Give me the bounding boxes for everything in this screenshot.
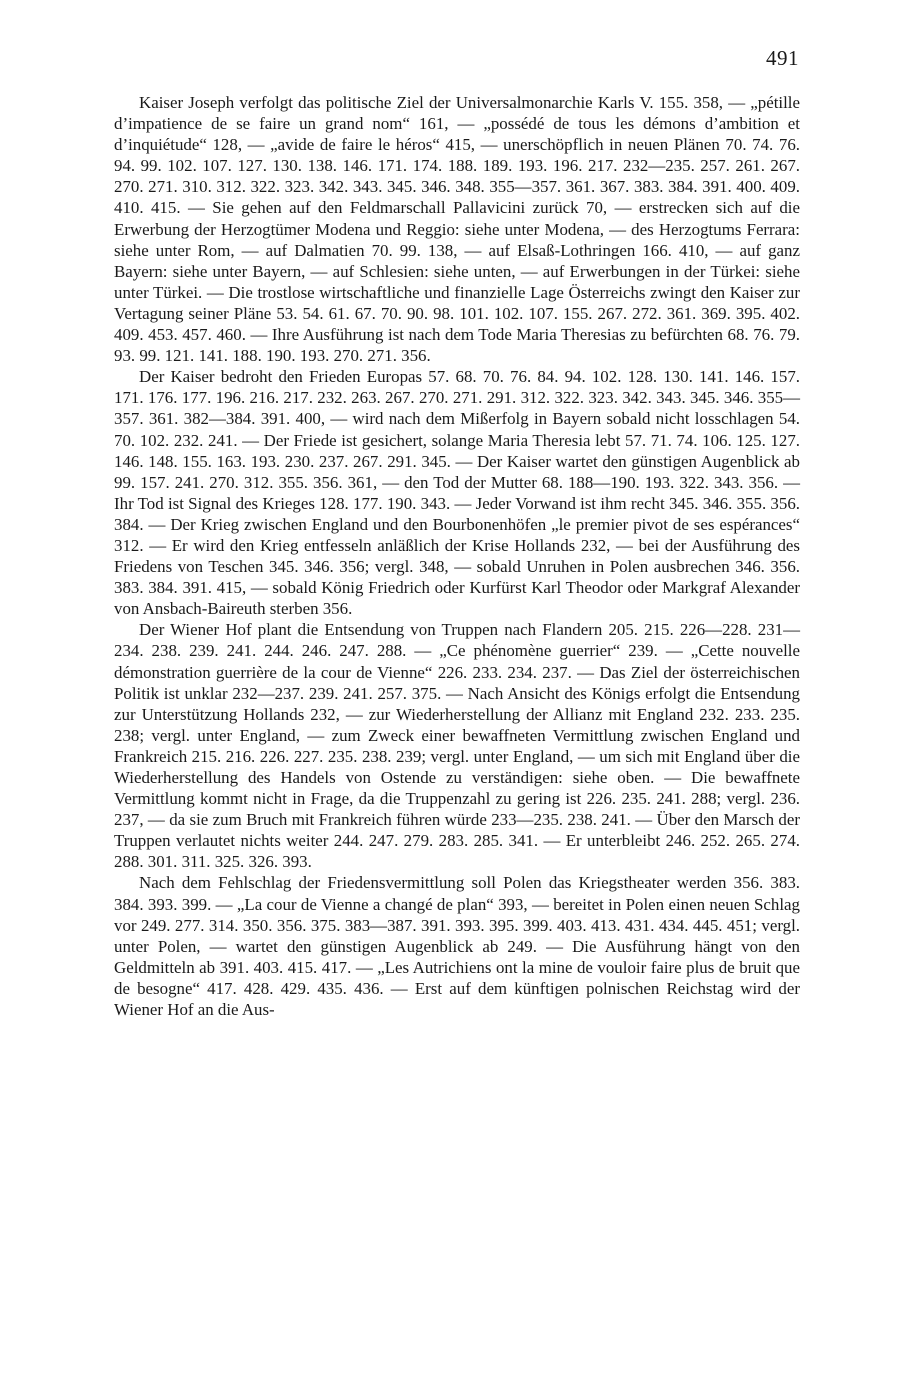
paragraph-polen: Nach dem Fehlschlag der Friedensvermittlung soll Polen das Kriegstheater werden 356. 383. 384. 393. 399. — „La cour de Vienne a changé de plan“ 393, — bereitet in Polen einen neuen Schlag vor 249. 277. 314. 350. 356. 375. 383—387. 391. 393. 395. 399. 403. 413. 431. 434. 445. 451; vergl. unter Polen, — wartet den günstigen Augenblick ab 249. — Die Ausführung hängt von den Geldmitteln ab 391. 403. 415. 417. — „Les Autrichiens ont la mine de vouloir faire plus de bruit que de besogne“ 417. 428. 429. 435. 436. — Erst auf dem künftigen polnischen Reichstag wird der Wiener Hof an die Aus- xyxy=(114,873,800,1020)
paragraph-kaiser-joseph: Kaiser Joseph verfolgt das politische Ziel der Universalmonarchie Karls V. 155. 358, — „pétille d’impatience de se faire un grand nom“ 161, — „possédé de tous les démons d’ambition et d’inquiétude“ 128, — „avide de faire le héros“ 415, — unerschöpflich in neuen Plänen 70. 74. 76. 94. 99. 102. 107. 127. 130. 138. 146. 171. 174. 188. 189. 193. 196. 217. 232—235. 257. 261. 267. 270. 271. 310. 312. 322. 323. 342. 343. 345. 346. 348. 355—357. 361. 367. 383. 384. 391. 400. 409. 410. 415. — Sie gehen auf den Feldmarschall Pallavicini zurück 70, — erstrecken sich auf die Erwerbung der Herzogtümer Modena und Reggio: siehe unter Modena, — des Herzogtums Ferrara: siehe unter Rom, — auf Dalmatien 70. 99. 138, — auf Elsaß-Lothringen 166. 410, — auf ganz Bayern: siehe unter Bayern, — auf Schlesien: siehe unten, — auf Erwerbungen in der Türkei: siehe unter Türkei. — Die trostlose wirtschaftliche und finanzielle Lage Österreichs zwingt den Kaiser zur Vertagung seiner Pläne 53. 54. 61. 67. 70. 90. 98. 101. 102. 107. 155. 267. 272. 361. 369. 395. 402. 409. 453. 457. 460. — Ihre Ausführung ist nach dem Tode Maria Theresias zu befürchten 68. 76. 79. 93. 99. 121. 141. 188. 190. 193. 270. 271. 356. xyxy=(114,93,800,366)
page-number: 491 xyxy=(766,46,799,70)
text-body xyxy=(114,92,800,1020)
paragraph-kaiser-bedroht: Der Kaiser bedroht den Frieden Europas 57. 68. 70. 76. 84. 94. 102. 128. 130. 141. 146. 157. 171. 176. 177. 196. 216. 217. 232. 263. 267. 270. 271. 291. 312. 322. 323. 342. 343. 345. 346. 355—357. 361. 382—384. 391. 400, — wird nach dem Mißerfolg in Bayern sobald nicht losschlagen 54. 70. 102. 232. 241. — Der Friede ist gesichert, solange Maria Theresia lebt 57. 71. 74. 106. 125. 127. 146. 148. 155. 163. 193. 230. 237. 267. 291. 345. — Der Kaiser wartet den günstigen Augenblick ab 99. 157. 241. 270. 312. 355. 356. 361, — den Tod der Mutter 68. 188—190. 193. 322. 343. 356. — Ihr Tod ist Signal des Krieges 128. 177. 190. 343. — Jeder Vorwand ist ihm recht 345. 346. 355. 356. 384. — Der Krieg zwischen England und den Bourbonenhöfen „le premier pivot de ses espérances“ 312. — Er wird den Krieg entfesseln anläßlich der Krise Hollands 232, — bei der Ausführung des Friedens von Teschen 345. 346. 356; vergl. 348, — sobald Unruhen in Polen ausbrechen 346. 356. 383. 384. 391. 415, — sobald König Friedrich oder Kurfürst Karl Theodor oder Markgraf Alexander von Ansbach-Baireuth sterben 356. xyxy=(114,367,800,619)
paragraph-wiener-hof: Der Wiener Hof plant die Entsendung von Truppen nach Flandern 205. 215. 226—228. 231—234. 238. 239. 241. 244. 246. 247. 288. — „Ce phénomène guerrier“ 239. — „Cette nouvelle démonstration guerrière de la cour de Vienne“ 226. 233. 234. 237. — Das Ziel der österreichischen Politik ist unklar 232—237. 239. 241. 257. 375. — Nach Ansicht des Königs erfolgt die Entsendung zur Unterstützung Hollands 232, — zur Wiederherstellung der Allianz mit England 232. 233. 235. 238; vergl. unter England, — zum Zweck einer bewaffneten Vermittlung zwischen England und Frankreich 215. 216. 226. 227. 235. 238. 239; vergl. unter England, — um sich mit England über die Wiederherstellung des Handels von Ostende zu verständigen: siehe oben. — Die bewaffnete Vermittlung kommt nicht in Frage, da die Truppenzahl zu gering ist 226. 235. 241. 288; vergl. 236. 237, — da sie zum Bruch mit Frankreich führen würde 233—235. 238. 241. — Über den Marsch der Truppen verlautet nichts weiter 244. 247. 279. 283. 285. 341. — Er unterbleibt 246. 252. 265. 274. 288. 301. 311. 325. 326. 393. xyxy=(114,620,800,872)
